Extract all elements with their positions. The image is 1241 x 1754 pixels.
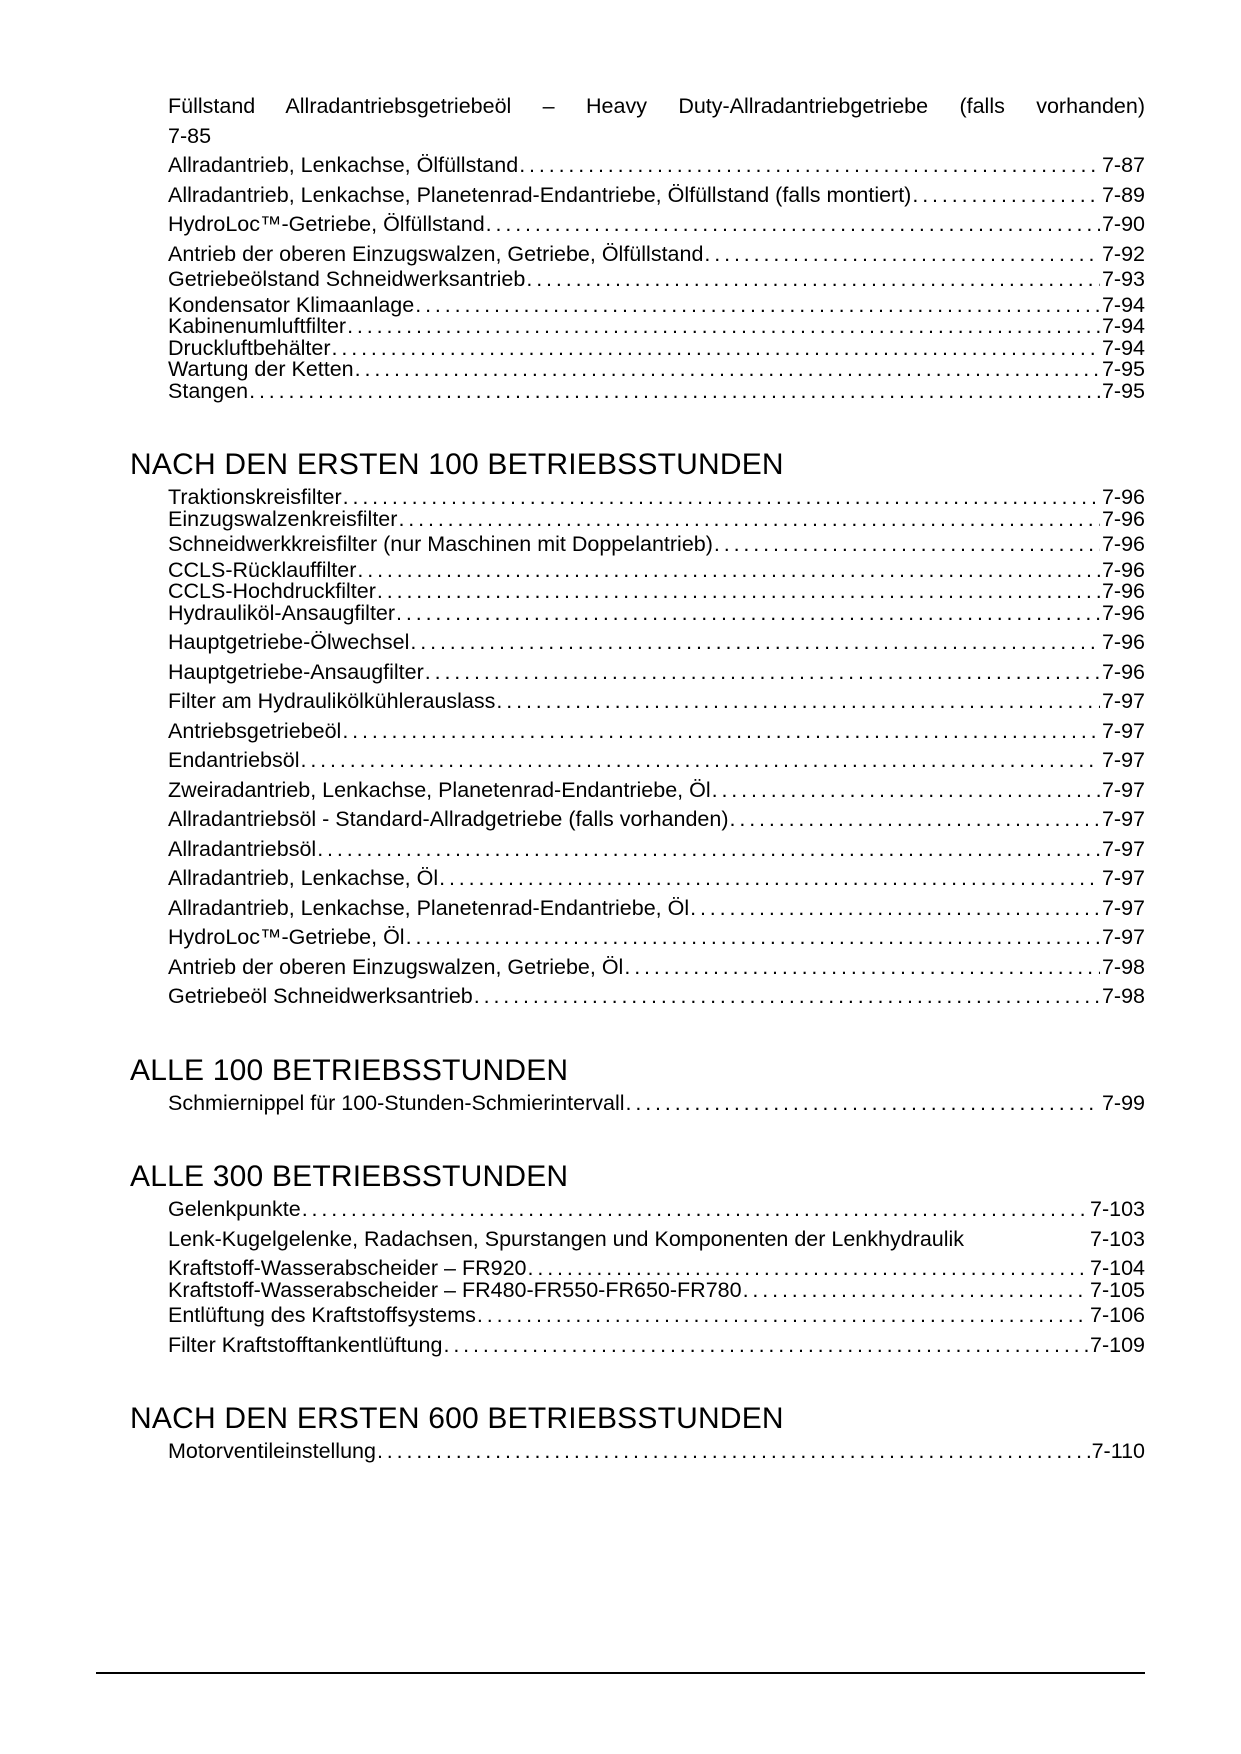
toc-entry-page-number: 7-96 — [1101, 485, 1145, 509]
dot-leader — [377, 1441, 1090, 1463]
toc-entry-label: Antrieb der oberen Einzugswalzen, Getriebe, Ölfüllstand — [168, 241, 704, 266]
toc-entry-page-number: 7-98 — [1101, 984, 1145, 1008]
toc-entry-label: Kabinenumluftfilter — [168, 314, 347, 338]
dot-leader — [519, 155, 1100, 177]
dot-leader — [302, 1199, 1088, 1221]
toc-entry[interactable] — [168, 1226, 1145, 1251]
toc-entry[interactable] — [168, 316, 1145, 338]
toc-entry-page-number: 7-103 — [1090, 1197, 1145, 1221]
toc-entry-label: Motorventileinstellung — [168, 1439, 376, 1463]
dot-leader — [249, 381, 1100, 403]
toc-entry-label: Getriebeöl Schneidwerksantrieb — [168, 984, 473, 1008]
dot-leader — [347, 316, 1100, 338]
toc-entry-label: HydroLoc™-Getriebe, Ölfüllstand — [168, 212, 485, 236]
toc-entry-label: Traktionskreisfilter — [168, 485, 342, 509]
toc-entry[interactable] — [168, 506, 1145, 531]
toc-entry-page-number: 7-97 — [1101, 807, 1145, 831]
dot-leader — [439, 868, 1100, 890]
toc-entry-label: Antriebsgetriebeöl — [168, 718, 342, 743]
toc-entry-list — [130, 1090, 1145, 1115]
toc-entry[interactable] — [168, 155, 1145, 177]
toc-entry[interactable] — [168, 777, 1145, 802]
toc-entry[interactable] — [168, 557, 1145, 582]
toc-entry-label: Kraftstoff-Wasserabscheider – FR920 — [168, 1256, 527, 1280]
toc-entry[interactable] — [168, 96, 1145, 147]
toc-entry-label: Allradantrieb, Lenkachse, Planetenrad-Endantriebe, Öl — [168, 895, 690, 920]
toc-entry-label: Allradantriebsöl — [168, 836, 317, 861]
toc-entry-label: Hydrauliköl-Ansaugfilter — [168, 600, 396, 625]
toc-entry-page-number: 7-97 — [1101, 836, 1145, 861]
dot-leader — [624, 957, 1100, 979]
toc-entry-page-number: 7-97 — [1101, 866, 1145, 890]
toc-entry-page-number: 7-96 — [1101, 506, 1145, 531]
dot-leader — [496, 691, 1100, 713]
toc-entry-page-number: 7-89 — [1101, 182, 1145, 207]
toc-entry[interactable] — [168, 868, 1145, 890]
toc-entry[interactable] — [168, 836, 1145, 861]
dot-leader — [342, 721, 1100, 743]
dot-leader — [965, 1229, 1088, 1251]
dot-leader — [343, 487, 1100, 509]
dot-leader — [486, 214, 1100, 236]
toc-entry[interactable] — [168, 659, 1145, 684]
toc-entry-page-number: 7-94 — [1101, 335, 1145, 360]
dot-leader — [415, 295, 1100, 317]
toc-entry-page-number: 7-96 — [1101, 557, 1145, 582]
toc-entry[interactable] — [168, 335, 1145, 360]
toc-entry-page-number: 7-97 — [1101, 718, 1145, 743]
table-of-contents — [130, 96, 1145, 1463]
toc-entry[interactable] — [168, 214, 1145, 236]
toc-entry[interactable] — [168, 954, 1145, 979]
toc-entry-label: Lenk-Kugelgelenke, Radachsen, Spurstangen und Komponenten der Lenkhydraulik — [168, 1226, 965, 1251]
toc-entry-label: Entlüftung des Kraftstoffsystems — [168, 1303, 476, 1327]
toc-entry-label: Druckluftbehälter — [168, 335, 331, 360]
toc-entry-label: Stangen — [168, 378, 249, 403]
toc-entry[interactable] — [168, 1199, 1145, 1221]
toc-entry-label: Einzugswalzenkreisfilter — [168, 506, 398, 531]
toc-entry-page-number: 7-93 — [1101, 267, 1145, 291]
toc-entry[interactable] — [168, 359, 1145, 381]
toc-entry-label: Filter am Hydraulikölkühlerauslass — [168, 689, 496, 713]
dot-leader — [477, 1305, 1088, 1327]
footer-divider — [96, 1672, 1145, 1674]
dot-leader — [528, 1258, 1089, 1280]
dot-leader — [398, 509, 1100, 531]
dot-leader — [912, 185, 1100, 207]
toc-entry-label: Gelenkpunkte — [168, 1197, 301, 1221]
toc-entry-page-number: 7-97 — [1101, 777, 1145, 802]
toc-entry-page-number: 7-97 — [1101, 689, 1145, 713]
dot-leader — [730, 809, 1100, 831]
toc-entry-page-number: 7-96 — [1101, 579, 1145, 603]
toc-entry[interactable] — [168, 269, 1145, 291]
toc-entry-label: Hauptgetriebe-Ansaugfilter — [168, 659, 424, 684]
toc-entry[interactable] — [168, 378, 1145, 403]
toc-entry[interactable] — [168, 1258, 1145, 1280]
toc-entry-label: Zweiradantrieb, Lenkachse, Planetenrad-Endantriebe, Öl — [168, 777, 711, 802]
toc-entry-page-number: 7-96 — [1101, 532, 1145, 556]
toc-entry-label: Antrieb der oberen Einzugswalzen, Getriebe, Öl — [168, 954, 624, 979]
dot-leader — [317, 839, 1100, 861]
dot-leader — [704, 244, 1100, 266]
toc-entry[interactable] — [168, 750, 1145, 772]
toc-entry[interactable] — [168, 1305, 1145, 1327]
toc-entry-page-number: 7-92 — [1101, 241, 1145, 266]
toc-entry[interactable] — [168, 182, 1145, 207]
toc-entry[interactable] — [168, 1332, 1145, 1357]
toc-entry-page-number: 7-96 — [1101, 600, 1145, 625]
toc-entry-label: CCLS-Hochdruckfilter — [168, 579, 376, 603]
toc-section-heading: NACH DEN ERSTEN 100 BETRIEBSSTUNDEN — [130, 448, 784, 481]
toc-section-heading: NACH DEN ERSTEN 600 BETRIEBSSTUNDEN — [130, 1402, 784, 1435]
dot-leader — [355, 359, 1100, 381]
toc-entry-page-number: 7-90 — [1101, 212, 1145, 236]
toc-entry[interactable] — [168, 986, 1145, 1008]
toc-entry-label: CCLS-Rücklauffilter — [168, 557, 357, 582]
toc-entry-label: Filter Kraftstofftankentlüftung — [168, 1332, 443, 1357]
toc-entry-page-number: 7-97 — [1101, 925, 1145, 949]
dot-leader — [410, 632, 1100, 654]
toc-entry-label: Schneidwerkkreisfilter (nur Maschinen mit Doppelantrieb) — [168, 532, 713, 556]
toc-entry-page-number: 7-110 — [1091, 1439, 1145, 1463]
toc-entry[interactable] — [168, 487, 1145, 509]
dot-leader — [690, 898, 1100, 920]
dot-leader — [425, 662, 1100, 684]
toc-entry[interactable] — [168, 718, 1145, 743]
dot-leader — [300, 750, 1099, 772]
toc-entry[interactable] — [168, 534, 1145, 556]
toc-entry-label: Kondensator Klimaanlage — [168, 292, 415, 317]
toc-entry[interactable] — [168, 691, 1145, 713]
toc-entry-page-number: 7-94 — [1101, 292, 1145, 317]
toc-entry[interactable] — [168, 632, 1145, 654]
dot-leader — [406, 927, 1100, 949]
toc-entry-page-number: 7-85 — [168, 123, 212, 148]
toc-entry-label: Kraftstoff-Wasserabscheider – FR480-FR550-FR650-FR780 — [168, 1277, 742, 1302]
dot-leader — [526, 269, 1100, 291]
toc-entry-page-number: 7-98 — [1101, 954, 1145, 979]
toc-entry-label: Allradantrieb, Lenkachse, Öl — [168, 866, 439, 890]
toc-entry-list — [130, 1199, 1145, 1356]
dot-leader — [712, 780, 1100, 802]
toc-entry-label: HydroLoc™-Getriebe, Öl — [168, 925, 405, 949]
toc-entry-page-number: 7-106 — [1090, 1303, 1145, 1327]
toc-entry-page-number: 7-103 — [1090, 1226, 1145, 1251]
toc-entry[interactable] — [168, 1277, 1145, 1302]
toc-entry-list — [130, 487, 1145, 1008]
toc-entry-page-number: 7-105 — [1090, 1277, 1145, 1302]
dot-leader — [626, 1093, 1100, 1115]
toc-entry-page-number: 7-104 — [1090, 1256, 1145, 1280]
dot-leader — [357, 560, 1100, 582]
toc-section-heading: ALLE 100 BETRIEBSSTUNDEN — [130, 1053, 569, 1087]
toc-entry-list — [130, 1441, 1145, 1463]
toc-entry-label: Schmiernippel für 100-Stunden-Schmierintervall — [168, 1090, 625, 1115]
dot-leader — [474, 986, 1100, 1008]
toc-entry-page-number: 7-99 — [1101, 1090, 1145, 1115]
toc-entry-page-number: 7-109 — [1090, 1332, 1145, 1357]
dot-leader — [396, 603, 1100, 625]
toc-entry-continuation — [168, 123, 1145, 148]
toc-entry-page-number: 7-87 — [1101, 153, 1145, 177]
toc-entry-label: Allradantrieb, Lenkachse, Planetenrad-Endantriebe, Ölfüllstand (falls montiert) — [168, 182, 912, 207]
toc-entry-page-number: 7-95 — [1101, 378, 1145, 403]
dot-leader — [332, 338, 1100, 360]
dot-leader — [714, 534, 1100, 556]
toc-entry[interactable] — [168, 241, 1145, 266]
toc-entry-label: Wartung der Ketten — [168, 357, 354, 381]
toc-entry-label: Allradantrieb, Lenkachse, Ölfüllstand — [168, 153, 519, 177]
toc-entry-label: Endantriebsöl — [168, 748, 300, 772]
toc-entry-page-number: 7-96 — [1101, 659, 1145, 684]
toc-entry-list — [130, 96, 1145, 402]
toc-entry[interactable] — [168, 895, 1145, 920]
dot-leader — [743, 1280, 1088, 1302]
toc-entry-label: Allradantriebsöl - Standard-Allradgetriebe (falls vorhanden) — [168, 807, 729, 831]
toc-entry[interactable] — [168, 1090, 1145, 1115]
toc-entry[interactable] — [168, 581, 1145, 603]
toc-entry[interactable] — [168, 1441, 1145, 1463]
toc-entry-page-number: 7-97 — [1101, 895, 1145, 920]
toc-entry[interactable] — [168, 927, 1145, 949]
toc-entry-page-number: 7-96 — [1101, 630, 1145, 654]
toc-entry-label: Hauptgetriebe-Ölwechsel — [168, 630, 410, 654]
toc-entry[interactable] — [168, 600, 1145, 625]
toc-entry-label: Füllstand Allradantriebsgetriebeöl – Heavy Duty-Allradantriebgetriebe (falls vorhanden) — [168, 94, 1145, 118]
dot-leader — [377, 581, 1100, 603]
toc-section-heading: ALLE 300 BETRIEBSSTUNDEN — [130, 1160, 569, 1193]
toc-entry[interactable] — [168, 809, 1145, 831]
toc-entry-page-number: 7-94 — [1101, 314, 1145, 338]
toc-entry-label: Getriebeölstand Schneidwerksantrieb — [168, 267, 526, 291]
toc-entry[interactable] — [168, 292, 1145, 317]
toc-entry-page-number: 7-95 — [1101, 357, 1145, 381]
toc-entry-page-number: 7-97 — [1101, 748, 1145, 772]
dot-leader — [443, 1335, 1088, 1357]
